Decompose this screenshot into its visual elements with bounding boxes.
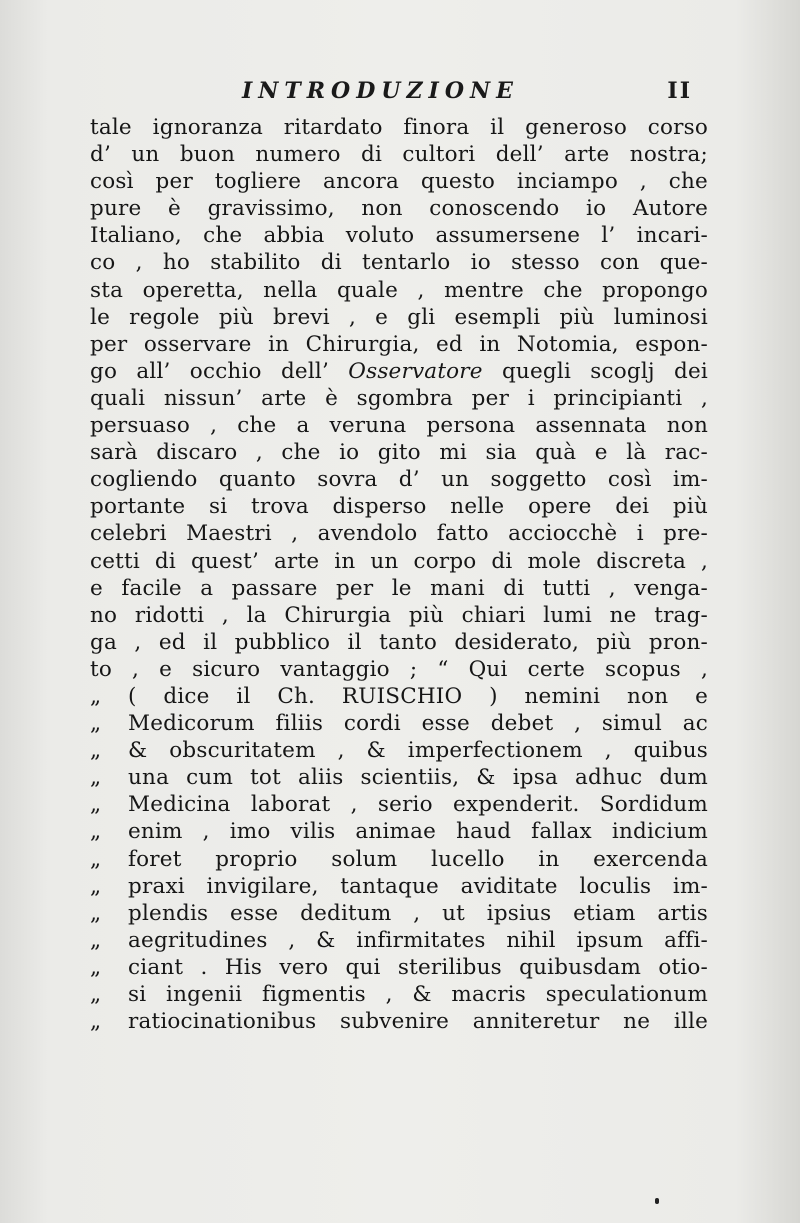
quotation-mark: „ — [90, 683, 102, 709]
text-line: „ Medicorum filiis cordi esse debet , simul ac — [90, 711, 708, 737]
author-name: RUISCHIO — [341, 683, 463, 709]
text-line: „ ciant . His vero qui sterilibus quibusdam otio- — [90, 954, 708, 980]
text-line: ga , ed il pubblico il tanto desiderato, più pron- — [90, 629, 708, 655]
text-line: „ ( dice il Ch. RUISCHIO ) nemini non e — [90, 683, 708, 709]
italic-word: Osservatore — [348, 358, 483, 384]
quotation-mark: „ — [90, 765, 102, 791]
text-line: „ ratiocinationibus subvenire anniteretur ne ille — [90, 1009, 708, 1035]
text-line: e facile a passare per le mani di tutti , venga- — [90, 575, 708, 601]
text-line: „ enim , imo vilis animae haud fallax indicium — [90, 819, 708, 845]
text-line: „ foret proprio solum lucello in exercenda — [90, 846, 708, 872]
text-line: „ si ingenii figmentis , & macris speculationum — [90, 982, 708, 1007]
text-line: go all’ occhio dell’ Osservatore quegli scoglj dei — [90, 358, 708, 384]
quotation-mark: „ — [90, 927, 102, 953]
text-line: cogliendo quanto sovra d’ un soggetto così im- — [90, 467, 708, 493]
text-line: cetti di quest’ arte in un corpo di mole discreta , — [90, 548, 708, 574]
text-line: così per togliere ancora questo inciampo , che — [90, 169, 708, 195]
text-line: „ plendis esse deditum , ut ipsius etiam artis — [90, 900, 708, 926]
text-line: „ praxi invigilare, tantaque aviditate loculis im- — [90, 873, 708, 899]
quotation-mark: „ — [90, 846, 102, 872]
text-line: Italiano, che abbia voluto assumersene l’ incari- — [90, 223, 708, 249]
running-title: INTRODUZIONE — [242, 78, 519, 104]
text-line: pure è gravissimo, non conoscendo io Autore — [90, 196, 708, 222]
text-line: „ aegritudines , & infirmitates nihil ipsum affi- — [90, 927, 708, 953]
text-line: co , ho stabilito di tentarlo io stesso con que- — [90, 250, 708, 276]
text-line: „ una cum tot aliis scientiis, & ipsa adhuc dum — [90, 765, 708, 791]
quotation-mark: „ — [90, 738, 102, 764]
text-line: sarà discaro , che io gito mi sia quà e là rac- — [90, 440, 708, 466]
text-line: persuaso , che a veruna persona assennata non — [90, 413, 708, 439]
quotation-mark: „ — [90, 711, 102, 737]
quotation-mark: „ — [90, 873, 102, 899]
text-body — [90, 114, 708, 1035]
text-line: celebri Maestri , avendolo fatto acciocchè i pre- — [90, 521, 708, 547]
quotation-mark: „ — [90, 819, 102, 845]
text-line: to , e sicuro vantaggio ; “ Qui certe scopus , — [90, 656, 708, 682]
page-header — [90, 78, 710, 108]
text-line: „ & obscuritatem , & imperfectionem , quibus — [90, 738, 708, 764]
quotation-mark: „ — [90, 982, 102, 1007]
quotation-mark: „ — [90, 954, 102, 980]
quotation-mark: „ — [90, 900, 102, 926]
quotation-mark: „ — [90, 1009, 102, 1035]
text-line: per osservare in Chirurgia, ed in Notomia, espon- — [90, 331, 708, 357]
text-line: le regole più brevi , e gli esempli più luminosi — [90, 304, 708, 330]
page-number: II — [667, 78, 692, 104]
quotation-mark: „ — [90, 792, 102, 818]
text-line: sta operetta, nella quale , mentre che propongo — [90, 277, 708, 303]
text-line: portante si trova disperso nelle opere dei più — [90, 494, 708, 520]
ink-speck — [655, 1198, 659, 1204]
text-line: „ Medicina laborat , serio expenderit. Sordidum — [90, 792, 708, 818]
text-line: tale ignoranza ritardato finora il generoso corso — [90, 115, 708, 140]
text-line: quali nissun’ arte è sgombra per i principianti , — [90, 385, 708, 411]
text-line: no ridotti , la Chirurgia più chiari lumi ne trag- — [90, 602, 708, 628]
text-line: d’ un buon numero di cultori dell’ arte nostra; — [90, 142, 708, 168]
